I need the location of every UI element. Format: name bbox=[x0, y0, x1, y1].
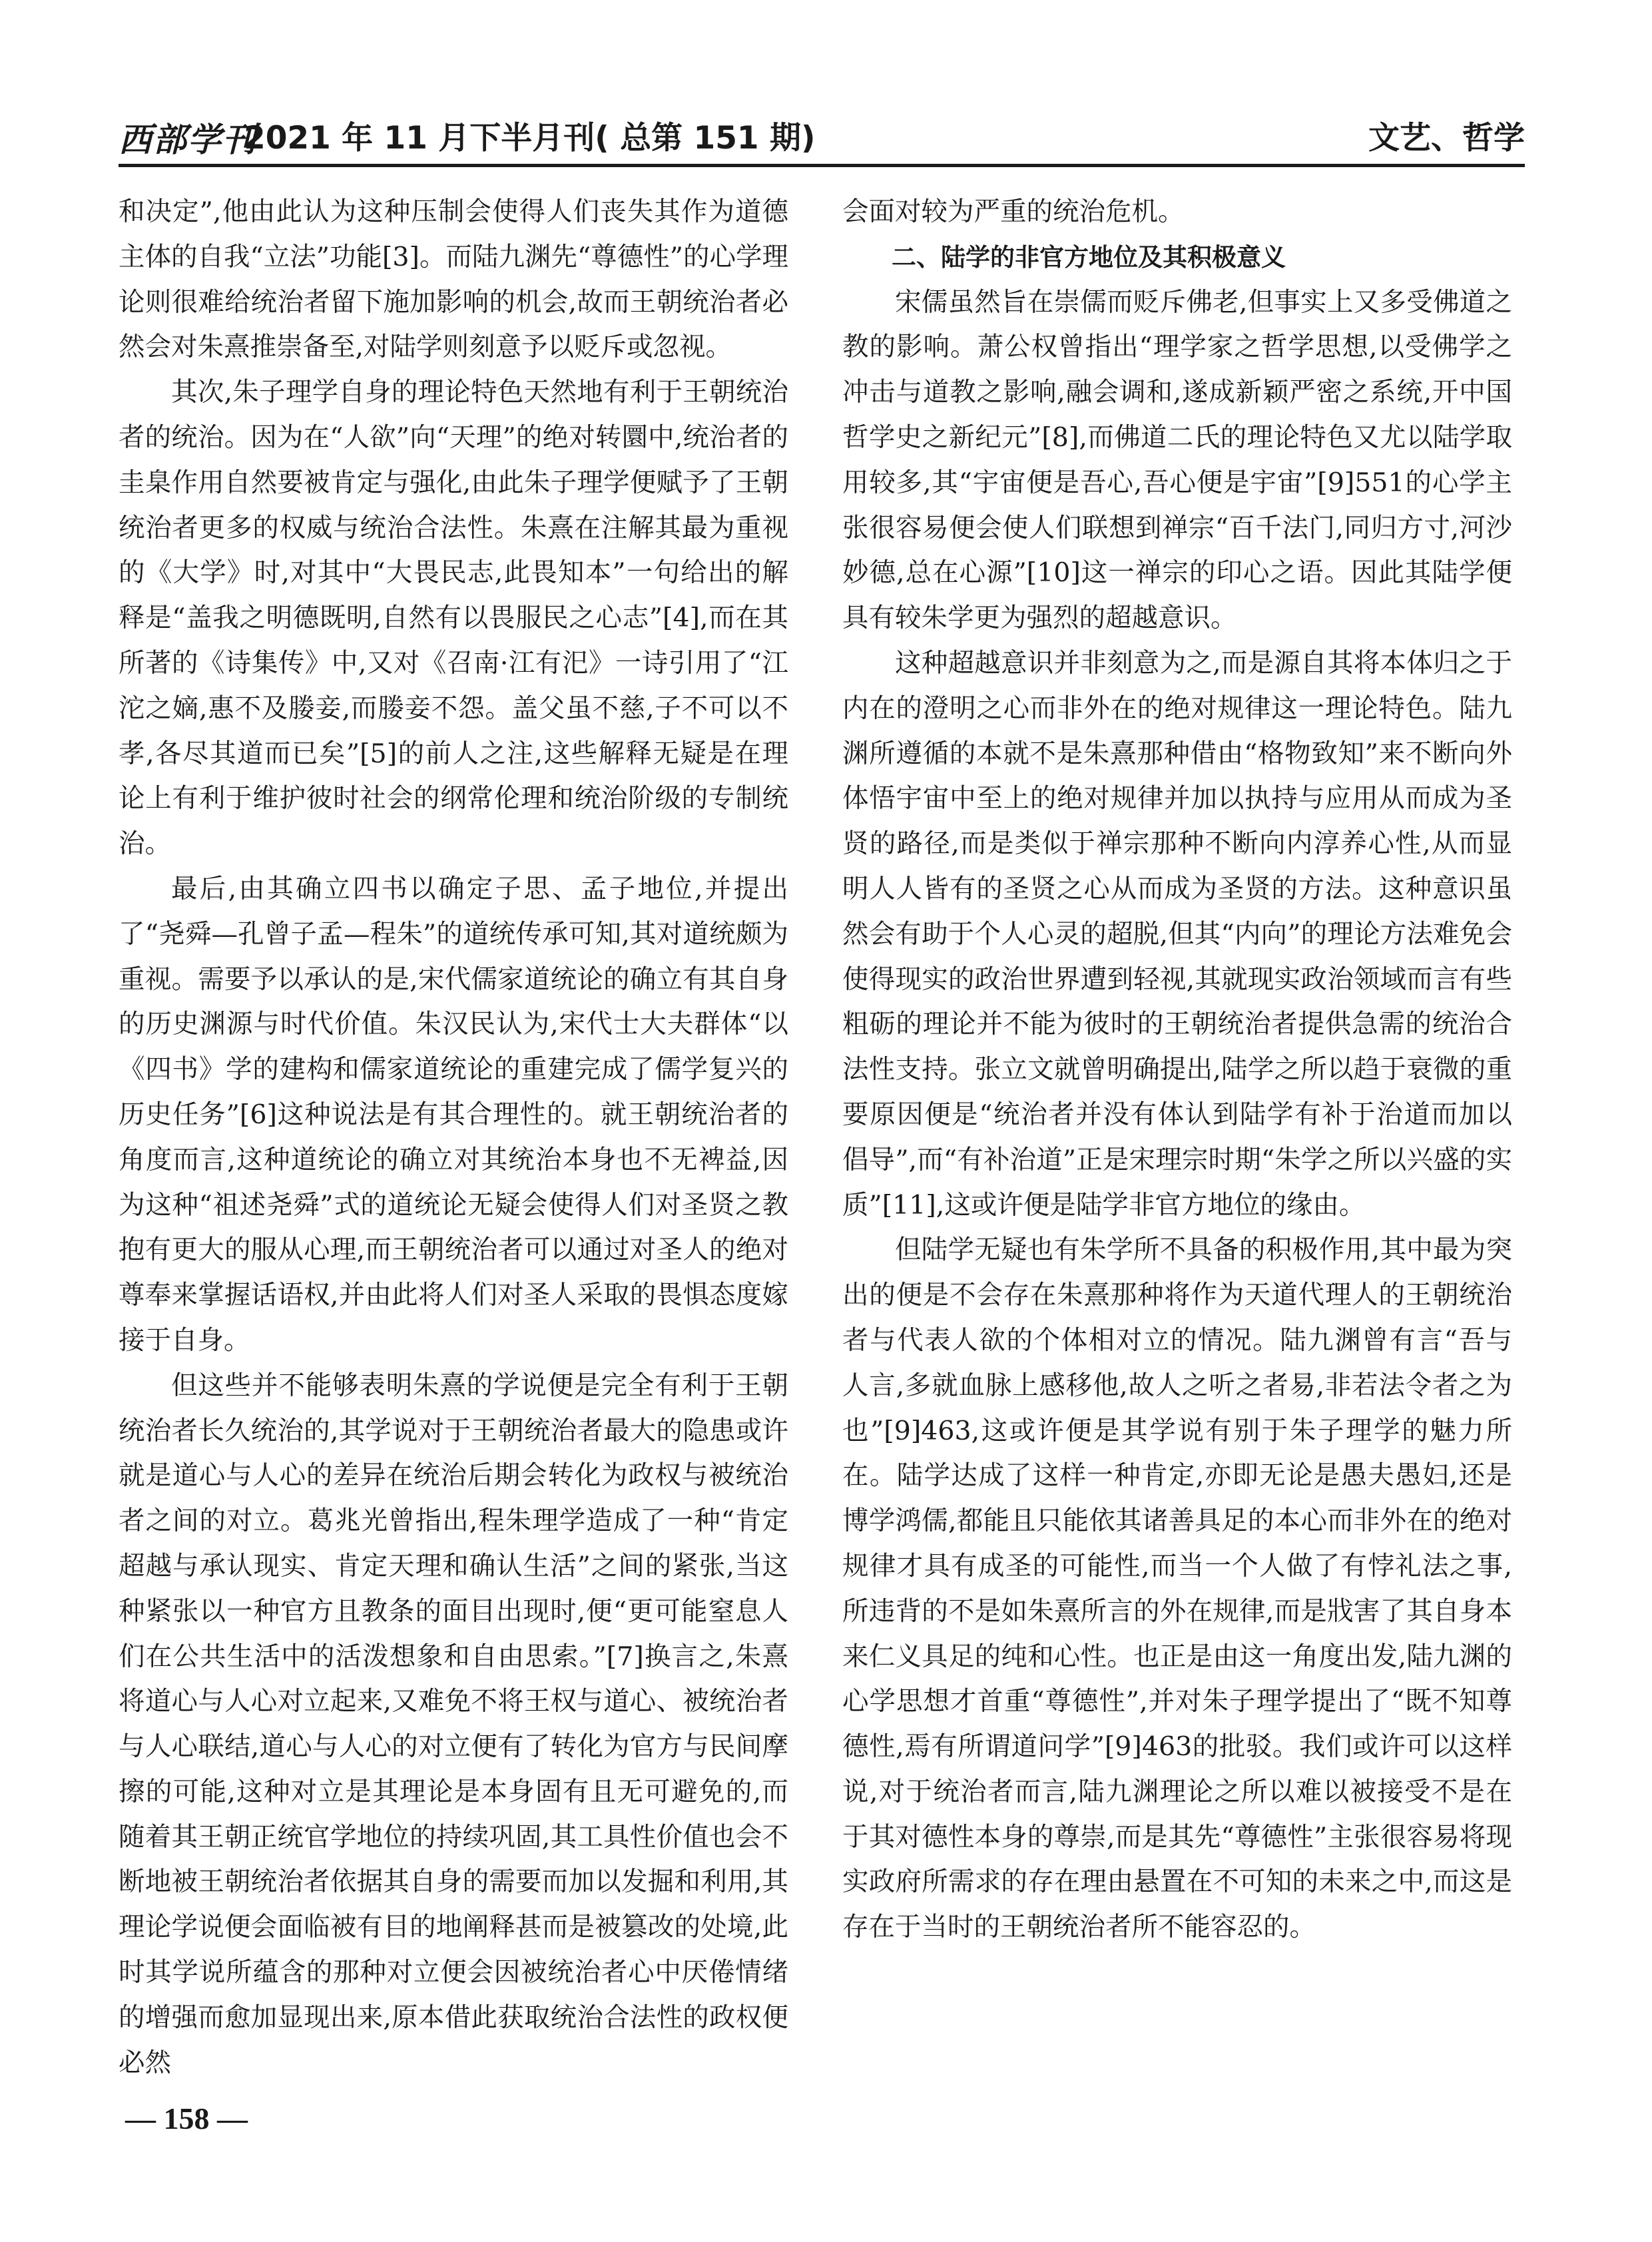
page-header bbox=[119, 112, 1525, 165]
journal-logo: 西部学刊 bbox=[119, 120, 257, 159]
paragraph: 会面对较为严重的统治危机。 bbox=[842, 196, 1185, 227]
paragraph: 最后,由其确立四书以确定子思、孟子地位,并提出了“尧舜—孔曾子孟—程朱”的道统传承可知,其对道统颇为重视。需要予以承认的是,宋代儒家道统论的确立有其自身的历史渊源与时代价值。朱汉民认为,宋代士大夫群体“以《四书》学的建构和儒家道统论的重建完成了儒学复兴的历史任务”[6]这种说法是有其合理性的。就王朝统治者的角度而言,这种道统论的确立对其统治本身也不无裨益,因为这种“祖述尧舜”式的道统论无疑会使得人们对圣贤之教抱有更大的服从心理,而王朝统治者可以通过对圣人的绝对尊奉来掌握话语权,并由此将人们对圣人采取的畏惧态度嫁接于自身。 bbox=[119, 873, 788, 1356]
section-name: 文艺、哲学 bbox=[1368, 120, 1525, 156]
paragraph: 但陆学无疑也有朱学所不具备的积极作用,其中最为突出的便是不会存在朱熹那种将作为天道代理人的王朝统治者与代表人欲的个体相对立的情况。陆九渊曾有言“吾与人言,多就血脉上感移他,故人之听之者易,非若法令者之为也”[9]463,这或许便是其学说有别于朱子理学的魅力所在。陆学达成了这样一种肯定,亦即无论是愚夫愚妇,还是博学鸿儒,都能且只能依其诸善具足的本心而非外在的绝对规律才具有成圣的可能性,而当一个人做了有悖礼法之事,所违背的不是如朱熹所言的外在规律,而是戕害了其自身本来仁义具足的纯和心性。也正是由这一角度出发,陆九渊的心学思想才首重“尊德性”,并对朱子理学提出了“既不知尊德性,焉有所谓道问学”[9]463的批驳。我们或许可以这样说,对于统治者而言,陆九渊理论之所以难以被接受不是在于其对德性本身的尊崇,而是其先“尊德性”主张很容易将现实政府所需求的存在理由悬置在不可知的未来之中,而这是存在于当时的王朝统治者所不能容忍的。 bbox=[842, 1235, 1512, 1943]
paragraph: 但这些并不能够表明朱熹的学说便是完全有利于王朝统治者长久统治的,其学说对于王朝统治者最大的隐患或许就是道心与人心的差异在统治后期会转化为政权与被统治者之间的对立。葛兆光曾指出,程朱理学造成了一种“肯定超越与承认现实、肯定天理和确认生活”之间的紧张,当这种紧张以一种官方且教条的面目出现时,便“更可能窒息人们在公共生活中的活泼想象和自由思索。”[7]换言之,朱熹将道心与人心对立起来,又难免不将王权与道心、被统治者与人心联结,道心与人心的对立便有了转化为官方与民间摩擦的可能,这种对立是其理论是本身固有且无可避免的,而随着其王朝正统官学地位的持续巩固,其工具性价值也会不断地被王朝统治者依据其自身的需要而加以发掘和利用,其理论学说便会面临被有目的地阐释甚而是被篡改的处境,此时其学说所蕴含的那种对立便会因被统治者心中厌倦情绪的增强而愈加显现出来,原本借此获取统治合法性的政权便必然 bbox=[119, 1370, 788, 2078]
paragraph: 宋儒虽然旨在崇儒而贬斥佛老,但事实上又多受佛道之教的影响。萧公权曾指出“理学家之哲学思想,以受佛学之冲击与道教之影响,融会调和,遂成新颖严密之系统,开中国哲学史之新纪元”[8],而佛道二氏的理论特色又尤以陆学取用较多,其“宇宙便是吾心,吾心便是宇宙”[9]551的心学主张很容易便会使人们联想到禅宗“百千法门,同归方寸,河沙妙德,总在心源”[10]这一禅宗的印心之语。因此其陆学便具有较朱学更为强烈的超越意识。 bbox=[842, 286, 1512, 634]
header-rule bbox=[119, 164, 1525, 167]
paragraph: 其次,朱子理学自身的理论特色天然地有利于王朝统治者的统治。因为在“人欲”向“天理”的绝对转圜中,统治者的圭臬作用自然要被肯定与强化,由此朱子理学便赋予了王朝统治者更多的权威与统治合法性。朱熹在注解其最为重视的《大学》时,对其中“大畏民志,此畏知本”一句给出的解释是“盖我之明德既明,自然有以畏服民之心志”[4],而在其所著的《诗集传》中,又对《召南·江有汜》一诗引用了“江沱之嫡,惠不及媵妾,而媵妾不怨。盖父虽不慈,子不可以不孝,各尽其道而已矣”[5]的前人之注,这些解释无疑是在理论上有利于维护彼时社会的纲常伦理和统治阶级的专制统治。 bbox=[119, 377, 788, 860]
right-column bbox=[842, 190, 1512, 1950]
journal-issue: 2021 年 11 月下半月刊( 总第 151 期) bbox=[244, 120, 816, 156]
page-number: — 158 — bbox=[125, 2102, 248, 2135]
left-column bbox=[119, 190, 788, 2086]
paragraph: 和决定”,他由此认为这种压制会使得人们丧失其作为道德主体的自我“立法”功能[3]。而陆九渊先“尊德性”的心学理论则很难给统治者留下施加影响的机会,故而王朝统治者必然会对朱熹推崇备至,对陆学则刻意予以贬斥或忽视。 bbox=[119, 196, 788, 363]
section-heading: 二、陆学的非官方地位及其积极意义 bbox=[892, 242, 1286, 272]
paragraph: 这种超越意识并非刻意为之,而是源自其将本体归之于内在的澄明之心而非外在的绝对规律这一理论特色。陆九渊所遵循的本就不是朱熹那种借由“格物致知”来不断向外体悟宇宙中至上的绝对规律并加以执持与应用从而成为圣贤的路径,而是类似于禅宗那种不断向内淳养心性,从而显明人人皆有的圣贤之心从而成为圣贤的方法。这种意识虽然会有助于个人心灵的超脱,但其“内向”的理论方法难免会使得现实的政治世界遭到轻视,其就现实政治领域而言有些粗砺的理论并不能为彼时的王朝统治者提供急需的统治合法性支持。张立文就曾明确提出,陆学之所以趋于衰微的重要原因便是“统治者并没有体认到陆学有补于治道而加以倡导”,而“有补治道”正是宋理宗时期“朱学之所以兴盛的实质”[11],这或许便是陆学非官方地位的缘由。 bbox=[842, 647, 1512, 1221]
